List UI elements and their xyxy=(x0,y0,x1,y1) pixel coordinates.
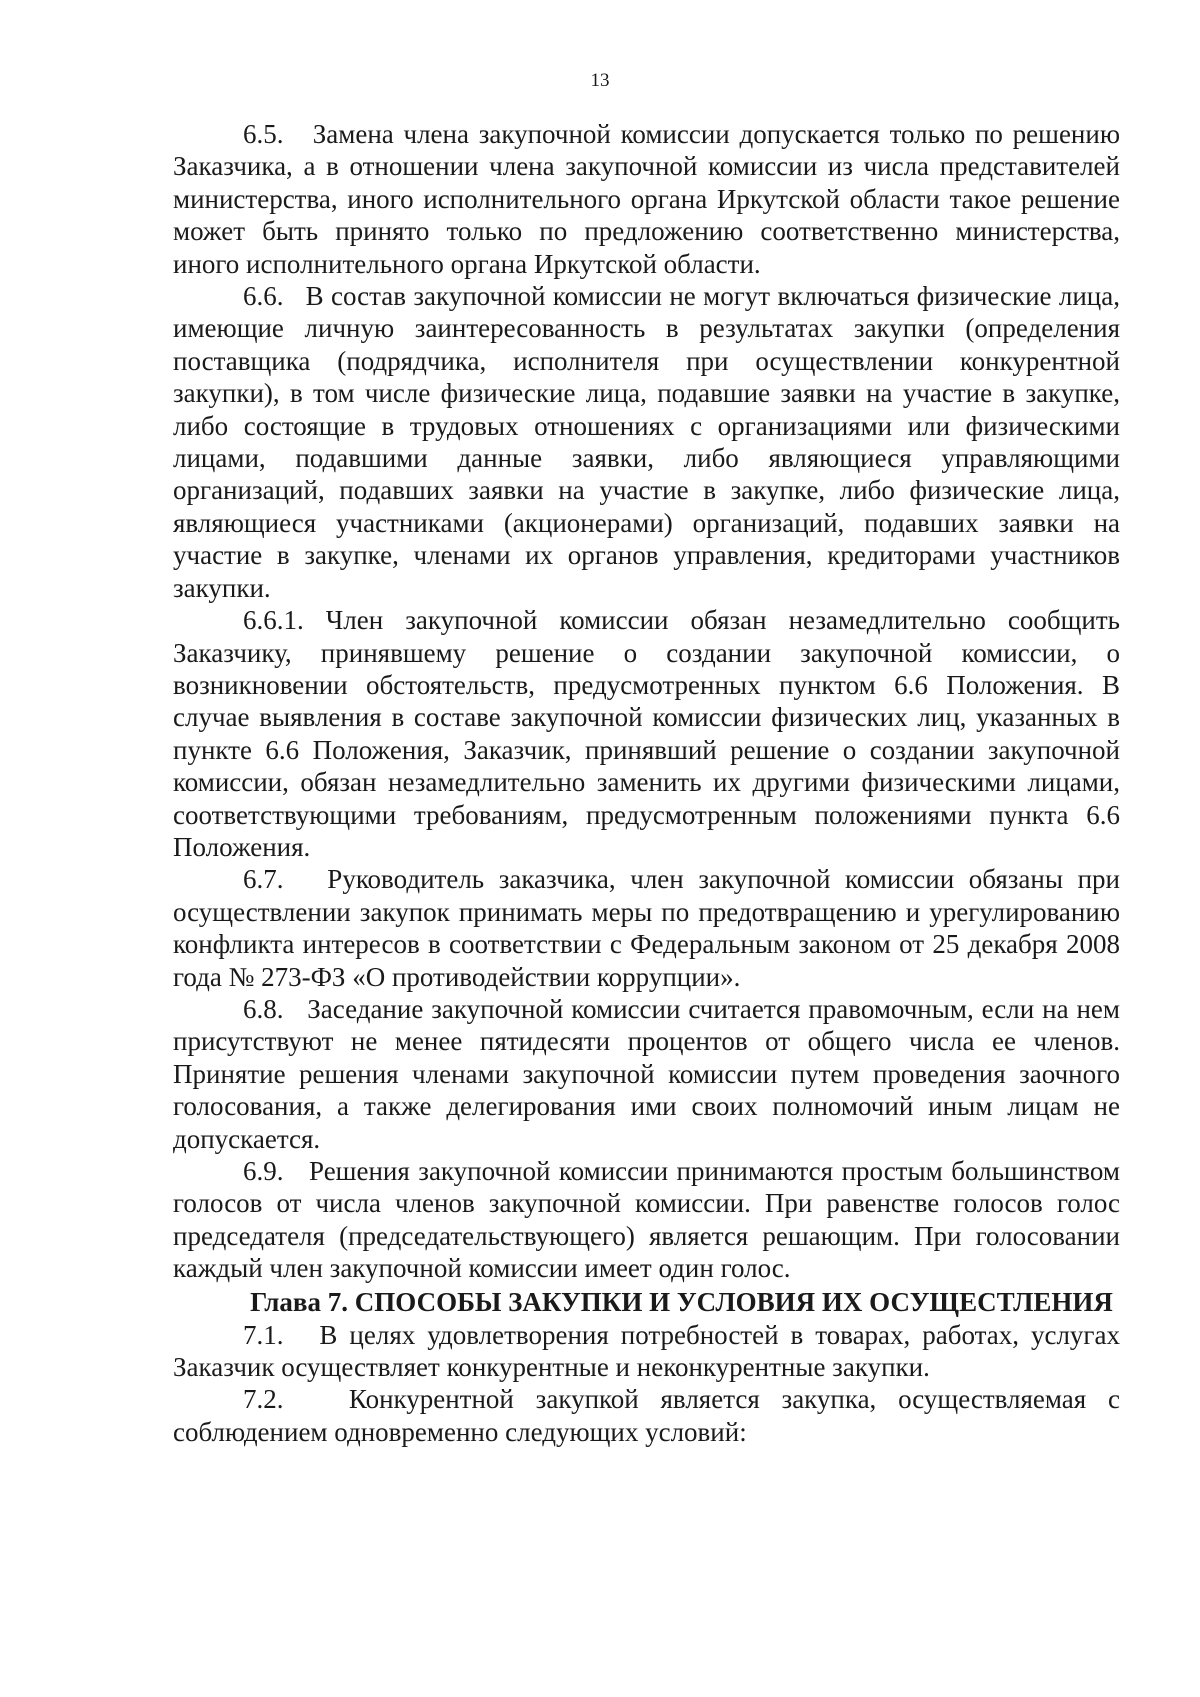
paragraph-6-5: 6.5. Замена члена закупочной комиссии допускается только по решению Заказчика, а в отношении члена закупочной комиссии из числа представителей министерства, иного исполнительного органа Иркутской области такое решение может быть принято только по предложению соответственно министерства, иного исполнительного органа Иркутской области. xyxy=(173,119,1120,279)
paragraph-6-8: 6.8. Заседание закупочной комиссии считается правомочным, если на нем присутствуют не менее пятидесяти процентов от общего числа ее членов. Принятие решения членами закупочной комиссии путем проведения заочного голосования, а также делегирования ими своих полномочий иным лицам не допускается. xyxy=(173,993,1120,1154)
paragraph-6-9: 6.9. Решения закупочной комиссии принимаются простым большинством голосов от числа членов закупочной комиссии. При равенстве голосов голос председателя (председательствующего) является решающим. При голосовании каждый член закупочной комиссии имеет один голос. xyxy=(173,1156,1120,1284)
paragraph-6-6: 6.6. В состав закупочной комиссии не могут включаться физические лица, имеющие личную заинтересованность в результатах закупки (определения поставщика (подрядчика, исполнителя при осуществлении конкурентной закупки), в том числе физические лица, подавшие заявки на участие в закупке, либо состоящие в трудовых отношениях с организациями или физическими лицами, подавшими данные заявки, либо являющиеся управляющими организаций, подавших заявки на участие в закупке, либо физические лица, являющиеся участниками (акционерами) организаций, подавших заявки на участие в закупке, членами их органов управления, кредиторами участников закупки. xyxy=(173,281,1120,603)
chapter-heading: Глава 7. СПОСОБЫ ЗАКУПКИ И УСЛОВИЯ ИХ ОСУЩЕСТЛЕНИЯ xyxy=(250,1286,1113,1317)
paragraph-7-2: 7.2. Конкурентной закупкой является закупка, осуществляемая с соблюдением одновременно следующих условий: xyxy=(173,1384,1120,1447)
document-body xyxy=(173,118,1120,1448)
paragraph-6-6-1: 6.6.1. Член закупочной комиссии обязан незамедлительно сообщить Заказчику, принявшему решение о создании закупочной комиссии, о возникновении обстоятельств, предусмотренных пунктом 6.6 Положения. В случае выявления в составе закупочной комиссии физических лиц, указанных в пункте 6.6 Положения, Заказчик, принявший решение о создании закупочной комиссии, обязан незамедлительно заменить их другими физическими лицами, соответствующими требованиям, предусмотренным положениями пункта 6.6 Положения. xyxy=(173,605,1120,862)
paragraph-6-7: 6.7. Руководитель заказчика, член закупочной комиссии обязаны при осуществлении закупок принимать меры по предотвращению и урегулированию конфликта интересов в соответствии с Федеральным законом от 25 декабря 2008 года № 273-ФЗ «О противодействии коррупции». xyxy=(173,864,1120,992)
page-number: 13 xyxy=(590,70,610,91)
paragraph-7-1: 7.1. В целях удовлетворения потребностей в товарах, работах, услугах Заказчик осуществляет конкурентные и неконкурентные закупки. xyxy=(173,1319,1120,1383)
